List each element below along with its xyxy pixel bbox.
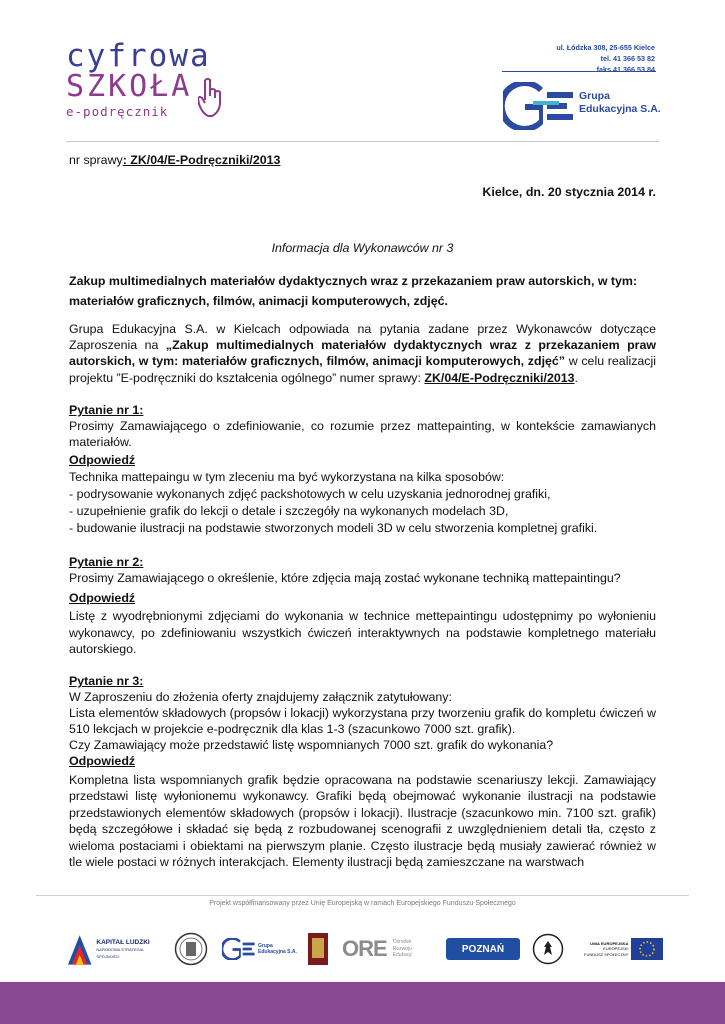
eagle-seal-logo bbox=[532, 928, 568, 970]
kapital-ludzki-title: KAPITAŁ LUDZKI bbox=[96, 938, 150, 946]
answer-2-text: Listę z wyodrębnionymi zdjęciami do wykonania w technice mettepaintingu udostępnimy po wyłonieniu wykonawcy, po zdefiniowaniu wszystkich ćwiczeń interaktywnych na podstawie kompletnego materiału autorskiego. bbox=[69, 609, 656, 657]
question-3-line-1: W Zaproszeniu do złożenia oferty znajdujemy załącznik zatytułowany: bbox=[69, 690, 452, 704]
ore-logo bbox=[342, 928, 432, 970]
company-name bbox=[579, 90, 661, 116]
grupa-edukacyjna-logo bbox=[503, 82, 663, 132]
answer-3-label: Odpowiedź bbox=[69, 754, 136, 768]
question-3-line-2: Lista elementów składowych (propsów i lokacji) wykorzystana przy tworzeniu grafik do kompletu ćwiczeń w 510 lekcjach w projekcie e-podręcznik dla klas 1-3 (szacunkowo 7000 szt. grafik). bbox=[69, 706, 656, 736]
university-seal-logo bbox=[174, 928, 210, 970]
intro-paragraph bbox=[69, 321, 656, 386]
footer-bar bbox=[0, 982, 725, 1024]
footer-divider bbox=[36, 895, 689, 896]
question-3-label: Pytanie nr 3: bbox=[69, 674, 144, 688]
ore-subtitle bbox=[393, 939, 412, 959]
company-name-line2: Edukacyjna S.A. bbox=[579, 103, 661, 115]
intro-text-c: w celu realizacji projektu ”E-podręczniki do kształcenia ogólnego” numer sprawy: bbox=[69, 354, 656, 385]
logo-line-2: SZKOŁA bbox=[66, 69, 193, 104]
answer-1-line: - budowanie ilustracji na podstawie stworzonych modeli 3D w celu stworzenia kompletnej grafiki. bbox=[69, 521, 598, 535]
answer-1-line: Technika mattepaingu w tym zleceniu ma być wykorzystana na kilka sposobów: bbox=[69, 470, 505, 484]
kapital-ludzki-logo bbox=[66, 928, 166, 970]
grupa-edukacyjna-small-logo bbox=[222, 928, 302, 970]
answer-1-label: Odpowiedź bbox=[69, 453, 136, 467]
subject-line-1: Zakup multimedialnych materiałów dydaktycznych wraz z przekazaniem praw autorskich, w tym: bbox=[69, 274, 638, 288]
university-seal-icon bbox=[174, 932, 208, 966]
eu-text bbox=[584, 941, 628, 958]
footer-logos bbox=[66, 928, 662, 972]
address-divider bbox=[502, 71, 656, 72]
question-2-label: Pytanie nr 2: bbox=[69, 555, 144, 569]
eu-flag-icon bbox=[631, 938, 663, 960]
address-street: ul. Łódzka 308, 25-655 Kielce bbox=[556, 43, 655, 52]
eu-line-1: UNIA EUROPEJSKA bbox=[590, 940, 629, 946]
answer-1-line: - podrysowanie wykonanych zdjęć packshotowych w celu uzyskania jednorodnej grafiki, bbox=[69, 487, 551, 501]
eu-line-2: EUROPEJSKI bbox=[603, 946, 629, 952]
document-date: Kielce, dn. 20 stycznia 2014 r. bbox=[482, 185, 656, 199]
ge-small-emblem-icon bbox=[222, 938, 256, 960]
kapital-ludzki-subtitle: NARODOWA STRATEGIA SPÓJNOŚCI bbox=[96, 946, 144, 959]
header-divider bbox=[66, 141, 659, 142]
case-prefix: nr sprawy bbox=[69, 153, 123, 167]
poznan-wordmark: POZNAŃ bbox=[446, 938, 520, 960]
eu-logo bbox=[584, 928, 664, 970]
question-1-text: Prosimy Zamawiającego o zdefiniowanie, co rozumie przez mattepainting, w kontekście zamawianych materiałów. bbox=[69, 419, 656, 449]
ore-wordmark: ORE bbox=[342, 936, 387, 961]
ge-small-line1: Grupa bbox=[258, 943, 273, 949]
pointing-hand-icon bbox=[198, 78, 224, 118]
poznan-logo bbox=[446, 928, 524, 970]
case-number: : ZK/04/E-Podręczniki/2013 bbox=[122, 153, 281, 167]
question-1-label: Pytanie nr 1: bbox=[69, 403, 144, 417]
ore-sub-line: Rozwoju bbox=[392, 945, 412, 952]
logo-line-3: e-podręcznik bbox=[66, 104, 169, 119]
ge-emblem-icon bbox=[503, 82, 575, 130]
answer-1-line: - uzupełnienie grafik do lekcji o detale i szczegóły na wykonanych modelach 3D, bbox=[69, 504, 509, 518]
info-title: Informacja dla Wykonawców nr 3 bbox=[271, 241, 454, 255]
question-2-text: Prosimy Zamawiającego o określenie, które zdjęcia mają zostać wykonane techniką mattepaintingu? bbox=[69, 571, 621, 585]
answer-1-text bbox=[69, 469, 656, 537]
eagle-seal-icon bbox=[532, 933, 564, 965]
answer-2-label: Odpowiedź bbox=[69, 591, 136, 605]
kapital-ludzki-emblem-icon bbox=[66, 931, 93, 967]
answer-3-text: Kompletna lista wspomnianych grafik będzie opracowana na podstawie scenariuszy lekcji. Zamawiający przedstawi listę wyłonionemu wykonawcy. Grafiki będą obejmować wykonanie ilustracji na podstawie przedstawionych elementów składowych (propsów i lokacji). Ilustracje (szacunkowo min. 7100 szt. grafik) będą szczegółowe i składać się będą z rozbudowanej scenografii z uwzględnieniem detali tła, często z wieloma postaciami i obiektami na pierwszym planie. Często ilustracje będą musiały zawierać również w tle wiele postaci w różnych interakcjach. Elementy ilustracji będą zamieszczane na warstwach bbox=[69, 773, 656, 870]
ge-small-line2: Edukacyjna S.A. bbox=[258, 949, 297, 955]
logo-line-1: cyfrowa bbox=[66, 38, 211, 74]
intro-case-number: ZK/04/E-Podręczniki/2013 bbox=[424, 370, 575, 385]
academy-crest-logo bbox=[307, 928, 333, 970]
ore-sub-line: Ośrodek bbox=[392, 939, 412, 946]
address-phone: tel. 41 366 53 82 bbox=[600, 54, 655, 63]
cyfrowa-szkola-logo bbox=[66, 40, 236, 130]
ore-sub-line: Edukacji bbox=[392, 952, 412, 959]
company-name-line1: Grupa bbox=[579, 90, 610, 102]
subject-line-2: materiałów graficznych, filmów, animacji komputerowych, zdjęć. bbox=[69, 294, 448, 308]
subject bbox=[69, 272, 656, 310]
eu-line-3: FUNDUSZ SPOŁECZNY bbox=[584, 951, 629, 957]
address-fax: faks 41 366 53 84 bbox=[596, 65, 655, 74]
question-3-line-3: Czy Zamawiający może przedstawić listę wspomnianych 7000 szt. grafik do wykonania? bbox=[69, 738, 554, 752]
intro-text-b: „Zakup multimedialnych materiałów dydaktycznych wraz z przekazaniem praw autorskich, w tym: materiałów graficznych, filmów, animacji komputerowych, zdjęć” bbox=[69, 338, 656, 369]
footer-cofinancing-note: Projekt współfinansowany przez Unię Europejską w ramach Europejskiego Funduszu Społecznego bbox=[209, 900, 516, 907]
intro-text-e: . bbox=[574, 370, 578, 385]
academy-crest-icon bbox=[307, 932, 329, 966]
intro-text-a: Grupa Edukacyjna S.A. w Kielcach odpowiada na pytania zadane przez Wykonawców dotyczące Zaproszenia na bbox=[69, 322, 656, 353]
case-number-line bbox=[69, 152, 656, 168]
